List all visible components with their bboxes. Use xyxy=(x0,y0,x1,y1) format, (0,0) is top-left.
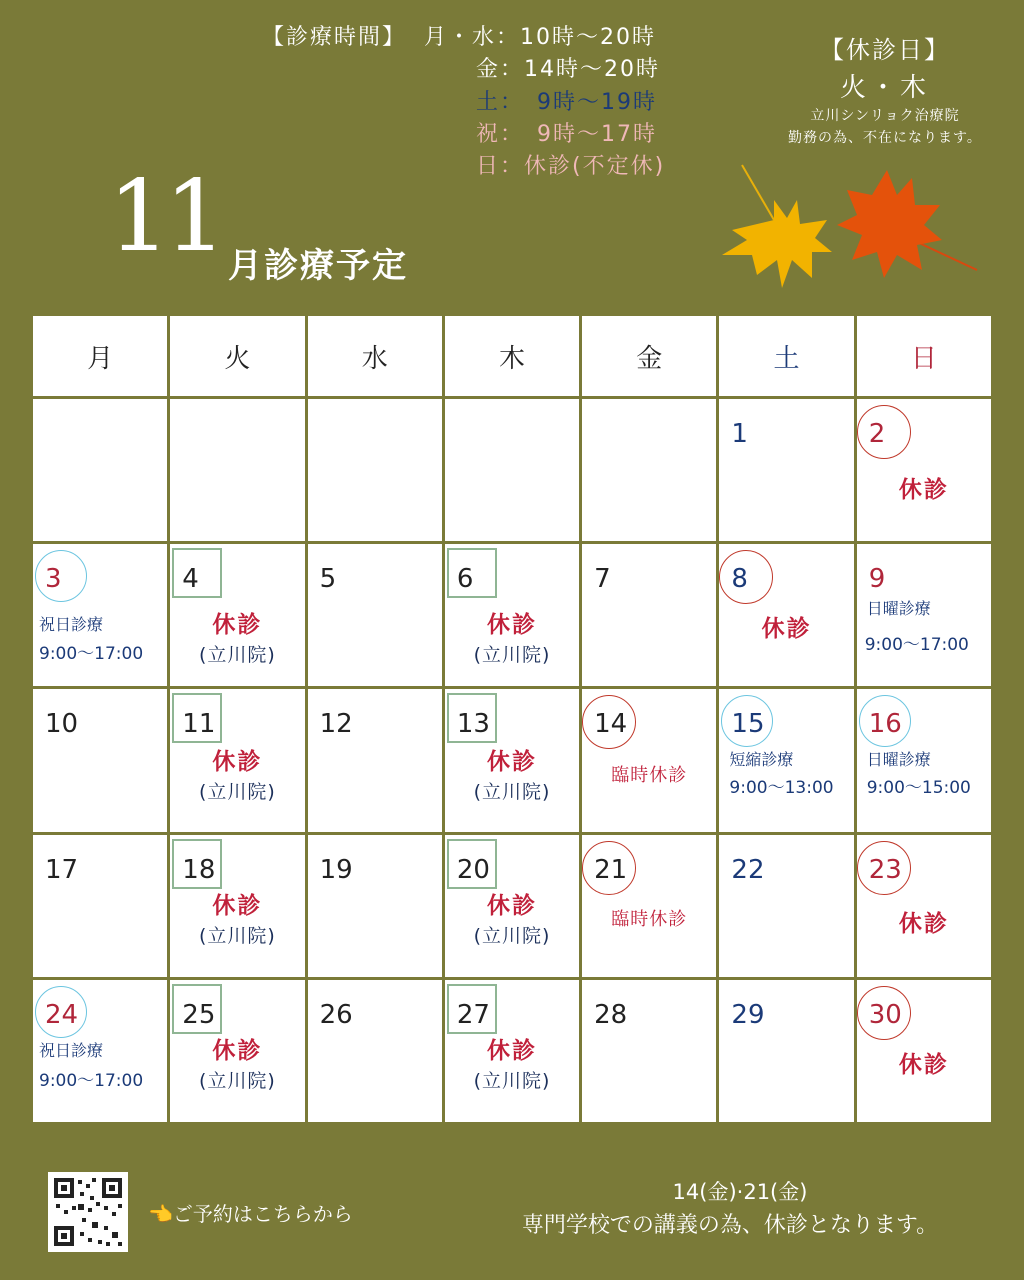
short-hours: 9:00〜13:00 xyxy=(729,778,834,799)
day-number: 28 xyxy=(594,999,628,1030)
day-cell-empty xyxy=(33,399,167,541)
weekday-fri: 金 xyxy=(582,316,716,396)
day-cell-2 xyxy=(857,399,991,541)
holiday-hours: 9:00〜17:00 xyxy=(39,644,144,665)
day-cell-30 xyxy=(857,980,991,1122)
closed-note-2: 勤務の為、不在になります。 xyxy=(788,130,982,146)
holiday-treatment-label: 祝日診療 xyxy=(39,615,104,635)
weekday-tue: 火 xyxy=(170,316,304,396)
day-number: 10 xyxy=(45,709,79,740)
day-number: 21 xyxy=(594,854,628,885)
day-number: 6 xyxy=(456,564,474,595)
day-cell-3 xyxy=(33,544,167,686)
hours-label: 【診療時間】 xyxy=(262,25,407,50)
day-number: 3 xyxy=(45,564,62,595)
sunday-hours: 9:00〜17:00 xyxy=(864,635,969,656)
hours-line-holiday: 祝： 9時〜17時 xyxy=(476,122,657,147)
month-title: 月診療予定 xyxy=(228,246,408,286)
day-cell-6 xyxy=(445,544,579,686)
day-number: 7 xyxy=(594,564,611,595)
day-number: 22 xyxy=(731,854,765,885)
day-cell-8 xyxy=(719,544,853,686)
hours-line-sat: 土： 9時〜19時 xyxy=(476,90,657,115)
weekday-wed: 水 xyxy=(308,316,442,396)
weekday-sat: 土 xyxy=(719,316,853,396)
branch-label: (立川院) xyxy=(199,924,276,947)
day-number: 29 xyxy=(731,999,765,1030)
closed-label: 休診 xyxy=(212,892,263,919)
sunday-treatment-label: 日曜診療 xyxy=(866,599,931,619)
day-cell-29 xyxy=(719,980,853,1122)
closed-label: 休診 xyxy=(898,910,949,937)
closed-label: 休診 xyxy=(486,749,537,776)
closed-label: 休診 xyxy=(486,1037,537,1064)
branch-label: (立川院) xyxy=(199,781,276,804)
day-number: 4 xyxy=(182,564,199,595)
day-number: 9 xyxy=(868,564,886,595)
month-number: 11 xyxy=(108,160,221,274)
closed-label: 休診 xyxy=(212,749,263,776)
hours-line-fri: 金：14時〜20時 xyxy=(476,57,660,82)
calendar-grid xyxy=(33,316,991,1122)
hours-line-sun: 日：休診(不定休) xyxy=(476,154,666,179)
branch-label: (立川院) xyxy=(473,644,551,667)
day-cell-7 xyxy=(582,544,716,686)
branch-label: (立川院) xyxy=(473,1069,551,1092)
hours-line-mon-wed: 月・水：10時〜20時 xyxy=(424,25,656,50)
day-number: 13 xyxy=(456,709,490,740)
day-cell-empty xyxy=(308,399,442,541)
weekday-sun: 日 xyxy=(857,316,991,396)
closed-label: 休診 xyxy=(898,477,949,503)
sunday-hours: 9:00〜15:00 xyxy=(866,778,971,799)
day-number: 30 xyxy=(868,999,902,1030)
day-cell-15 xyxy=(719,689,853,831)
footer-note: 専門学校での講義の為、休診となります。 xyxy=(521,1213,939,1238)
closed-label: 休診 xyxy=(212,1037,263,1064)
day-cell-1 xyxy=(719,399,853,541)
day-number: 11 xyxy=(182,709,216,740)
day-number: 12 xyxy=(319,709,353,740)
day-number: 14 xyxy=(594,709,628,740)
day-cell-5 xyxy=(308,544,442,686)
day-number: 17 xyxy=(45,854,79,885)
day-cell-20 xyxy=(445,835,579,977)
day-number: 16 xyxy=(868,709,902,740)
holiday-hours: 9:00〜17:00 xyxy=(39,1070,144,1091)
day-cell-26 xyxy=(308,980,442,1122)
temporary-closed-label: 臨時休診 xyxy=(611,908,688,930)
day-number: 18 xyxy=(182,854,216,885)
day-number: 5 xyxy=(319,564,337,595)
closed-label: 休診 xyxy=(898,1051,949,1078)
closed-note-1: 立川シンリョク治療院 xyxy=(810,108,960,124)
day-cell-11 xyxy=(170,689,304,831)
closed-title: 【休診日】 xyxy=(820,36,950,64)
day-number: 24 xyxy=(45,999,79,1030)
day-cell-25 xyxy=(170,980,304,1122)
sunday-treatment-label: 日曜診療 xyxy=(866,750,931,770)
closed-label: 休診 xyxy=(761,616,812,643)
day-cell-4 xyxy=(170,544,304,686)
closed-days-box xyxy=(760,30,1010,148)
day-cell-empty xyxy=(445,399,579,541)
day-number: 19 xyxy=(319,854,353,885)
branch-label: (立川院) xyxy=(199,644,276,667)
closed-label: 休診 xyxy=(212,612,263,639)
day-cell-10 xyxy=(33,689,167,831)
day-cell-28 xyxy=(582,980,716,1122)
day-cell-18 xyxy=(170,835,304,977)
day-number: 27 xyxy=(456,999,490,1030)
day-cell-27 xyxy=(445,980,579,1122)
day-cell-9 xyxy=(857,544,991,686)
day-number: 23 xyxy=(868,854,902,885)
day-cell-23 xyxy=(857,835,991,977)
day-cell-empty xyxy=(170,399,304,541)
day-number: 26 xyxy=(319,999,353,1030)
day-number: 25 xyxy=(182,999,216,1030)
weekday-thu: 木 xyxy=(445,316,579,396)
day-cell-21 xyxy=(582,835,716,977)
orange-leaf-icon xyxy=(837,170,977,278)
temporary-closed-label: 臨時休診 xyxy=(611,765,688,787)
day-cell-19 xyxy=(308,835,442,977)
closed-days: 火・木 xyxy=(839,73,930,103)
day-cell-17 xyxy=(33,835,167,977)
day-number: 20 xyxy=(456,854,490,885)
yellow-leaf-icon xyxy=(722,165,832,288)
short-treatment-label: 短縮診療 xyxy=(729,750,794,770)
qr-code-icon[interactable] xyxy=(48,1172,128,1252)
branch-label: (立川院) xyxy=(473,924,551,947)
footer-dates: 14(金)·21(金) xyxy=(672,1180,808,1204)
day-number: 2 xyxy=(868,419,886,449)
closed-label: 休診 xyxy=(486,892,537,919)
branch-label: (立川院) xyxy=(473,781,551,804)
closed-label: 休診 xyxy=(486,612,537,639)
maple-leaves-icon xyxy=(712,160,982,300)
day-number: 8 xyxy=(731,564,748,595)
day-cell-14 xyxy=(582,689,716,831)
day-cell-12 xyxy=(308,689,442,831)
holiday-treatment-label: 祝日診療 xyxy=(39,1040,104,1060)
weekday-mon: 月 xyxy=(33,316,167,396)
day-cell-empty xyxy=(582,399,716,541)
day-number: 1 xyxy=(731,419,748,449)
day-cell-22 xyxy=(719,835,853,977)
branch-label: (立川院) xyxy=(199,1069,276,1092)
day-number: 15 xyxy=(731,709,765,740)
day-cell-13 xyxy=(445,689,579,831)
day-cell-24 xyxy=(33,980,167,1122)
reservation-link[interactable]: 👈ご予約はこちらから xyxy=(148,1202,353,1226)
day-cell-16 xyxy=(857,689,991,831)
